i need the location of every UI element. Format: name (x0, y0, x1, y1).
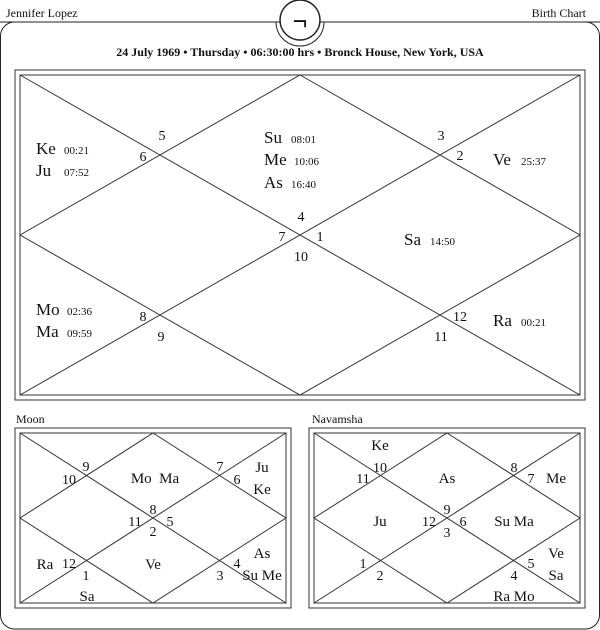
svg-text:00:21: 00:21 (64, 145, 90, 157)
navamsha-number-6: 6 (459, 515, 467, 530)
moon-planets-mo-ma: Mo Ma (130, 471, 180, 487)
moon-number-12: 12 (62, 557, 76, 572)
svg-text:Me: Me (264, 150, 287, 169)
svg-text:Ju: Ju (36, 161, 52, 180)
svg-text:16:40: 16:40 (291, 179, 317, 191)
svg-text:Mo: Mo (36, 300, 60, 319)
moon-chart-label: Moon (16, 412, 45, 426)
navamsha-number-10: 10 (373, 461, 387, 476)
moon-planet-ve: Ve (145, 557, 161, 573)
svg-text:00:21: 00:21 (521, 317, 547, 329)
house-number-11: 11 (434, 330, 448, 345)
chart-type: Birth Chart (531, 6, 586, 20)
navamsha-planet-sa: Sa (548, 568, 564, 584)
moon-number-5: 5 (166, 515, 174, 530)
moon-number-11: 11 (128, 515, 142, 530)
svg-text:Su: Su (264, 128, 282, 147)
moon-planet-ju: Ju (255, 460, 269, 476)
moon-number-9: 9 (82, 460, 90, 475)
moon-planet-sa: Sa (79, 589, 95, 605)
house-number-12: 12 (453, 310, 467, 325)
svg-text:08:01: 08:01 (291, 134, 317, 146)
navamsha-number-11: 11 (356, 472, 370, 487)
navamsha-number-3: 3 (443, 526, 451, 541)
house-number-2: 2 (456, 149, 464, 164)
navamsha-planet-ju: Ju (373, 514, 387, 530)
navamsha-number-8: 8 (510, 461, 518, 476)
house-number-6: 6 (139, 150, 147, 165)
navamsha-planet-as: As (438, 471, 456, 487)
person-name: Jennifer Lopez (6, 6, 78, 20)
moon-planet-ke: Ke (253, 482, 271, 498)
svg-text:Ra: Ra (493, 311, 512, 330)
moon-number-8: 8 (149, 503, 157, 518)
house-number-10: 10 (294, 250, 308, 265)
moon-planet-as: As (253, 546, 271, 562)
svg-text:02:36: 02:36 (67, 306, 93, 318)
navamsha-number-2: 2 (376, 569, 384, 584)
navamsha-planet-ke: Ke (371, 438, 389, 454)
navamsha-planets-su-ma: Su Ma (494, 514, 534, 530)
house-number-4: 4 (297, 210, 305, 225)
logo-icon: ¬ (292, 7, 308, 36)
svg-text:07:52: 07:52 (64, 167, 90, 179)
svg-text:10:06: 10:06 (294, 156, 320, 168)
house-number-3: 3 (437, 129, 445, 144)
svg-text:Sa: Sa (404, 230, 421, 249)
moon-number-4: 4 (233, 557, 241, 572)
navamsha-planet-me: Me (546, 471, 566, 487)
navamsha-number-4: 4 (510, 569, 518, 584)
house-number-9: 9 (157, 330, 165, 345)
moon-planets-su-me: Su Me (242, 568, 282, 584)
moon-number-1: 1 (82, 569, 90, 584)
moon-number-6: 6 (233, 473, 241, 488)
house-number-5: 5 (158, 129, 166, 144)
moon-number-2: 2 (149, 525, 157, 540)
svg-text:Ve: Ve (493, 150, 511, 169)
svg-text:09:59: 09:59 (67, 328, 93, 340)
moon-number-3: 3 (216, 569, 224, 584)
svg-text:14:50: 14:50 (430, 236, 456, 248)
house-number-1: 1 (316, 230, 324, 245)
navamsha-number-12: 12 (422, 515, 436, 530)
svg-text:Ke: Ke (36, 139, 56, 158)
birth-info: 24 July 1969 • Thursday • 06:30:00 hrs • Bronck House, New York, USA (116, 45, 484, 59)
house-number-8: 8 (139, 310, 147, 325)
navamsha-number-1: 1 (359, 557, 367, 572)
moon-planet-ra: Ra (36, 557, 54, 573)
navamsha-number-9: 9 (443, 503, 451, 518)
navamsha-planets-ra-mo: Ra Mo (493, 589, 535, 605)
moon-number-10: 10 (62, 473, 76, 488)
navamsha-number-7: 7 (527, 472, 535, 487)
svg-text:Ma: Ma (36, 322, 59, 341)
svg-text:25:37: 25:37 (521, 156, 547, 168)
svg-text:As: As (264, 173, 283, 192)
house-number-7: 7 (278, 230, 286, 245)
navamsha-planet-ve: Ve (548, 546, 564, 562)
navamsha-number-5: 5 (527, 557, 535, 572)
navamsha-chart-label: Navamsha (312, 412, 363, 426)
moon-number-7: 7 (216, 460, 224, 475)
